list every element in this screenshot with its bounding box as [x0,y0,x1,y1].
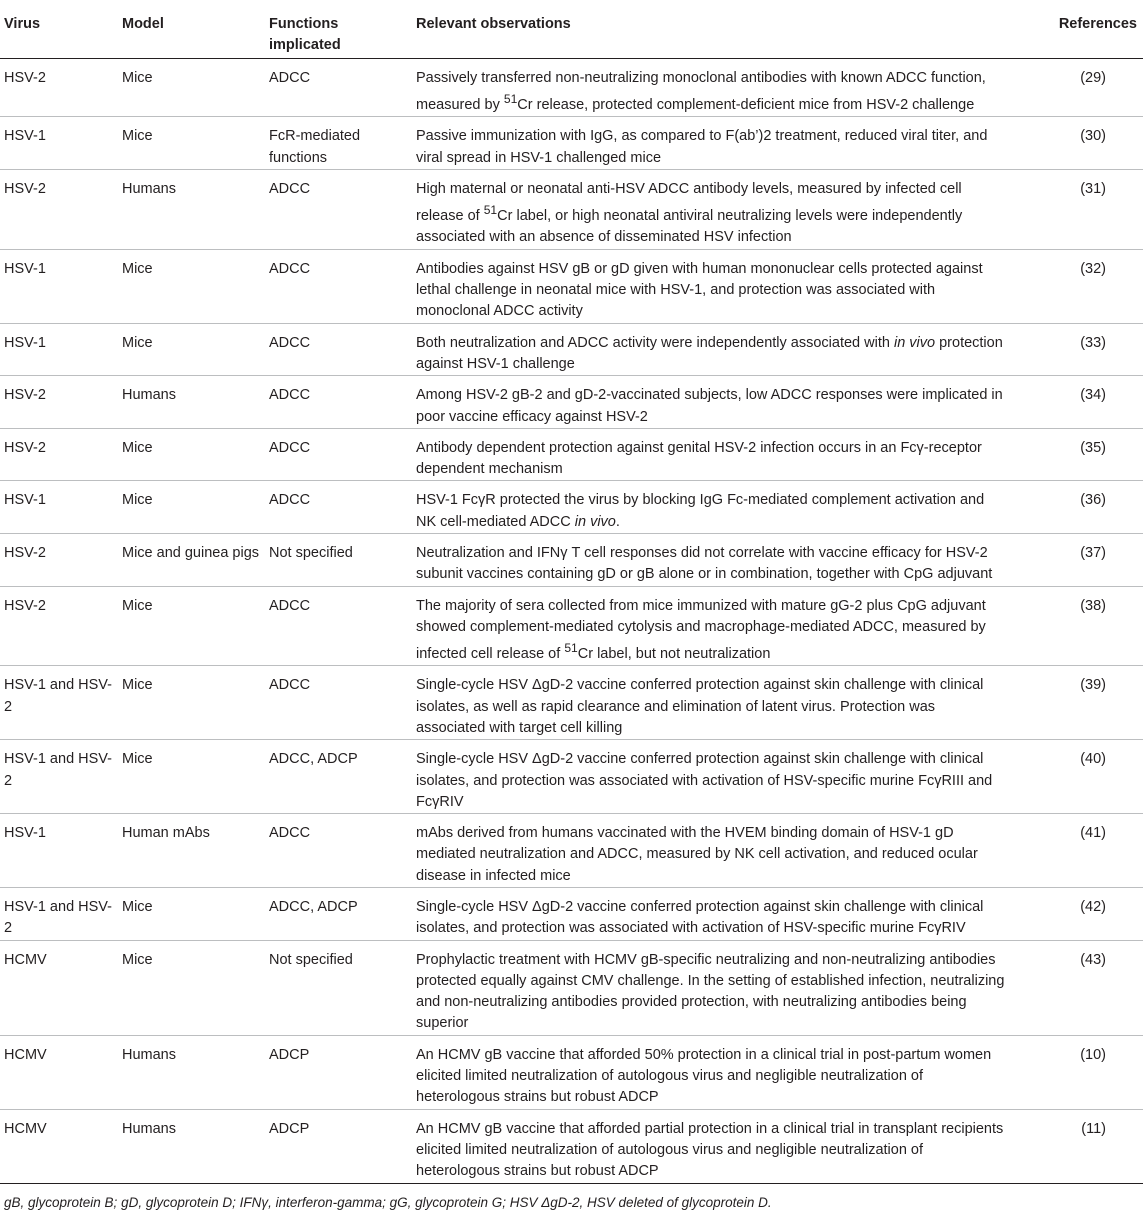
cell-model: Humans [118,170,265,250]
cell-virus: HCMV [0,1109,118,1183]
cell-reference: (34) [1013,376,1143,429]
cell-virus: HSV-1 and HSV-2 [0,666,118,740]
cell-reference: (11) [1013,1109,1143,1183]
table-body [0,59,1143,1184]
cell-reference: (32) [1013,249,1143,323]
table-row [0,586,1143,666]
cell-observation: Single-cycle HSV ΔgD-2 vaccine conferred protection against skin challenge with clinical isolates, and protection was associated with activation of HSV-specific murine FcγRIII and FcγRIV [412,740,1013,814]
cell-observation: Both neutralization and ADCC activity were independently associated with in vivo protection against HSV-1 challenge [412,323,1013,376]
table-row [0,117,1143,170]
cell-model: Humans [118,1035,265,1109]
cell-observation: Neutralization and IFNγ T cell responses did not correlate with vaccine efficacy for HSV-2 subunit vaccines containing gD or gB alone or in combination, together with CpG adjuvant [412,534,1013,587]
cell-reference: (36) [1013,481,1143,534]
cell-functions: ADCC [265,481,412,534]
cell-reference: (30) [1013,117,1143,170]
header-references: References [1013,0,1143,59]
table-row [0,1035,1143,1109]
cell-functions: Not specified [265,940,412,1035]
cell-functions: ADCC [265,814,412,888]
cell-model: Mice [118,887,265,940]
cell-reference: (37) [1013,534,1143,587]
cell-virus: HSV-1 [0,249,118,323]
cell-model: Mice and guinea pigs [118,534,265,587]
cell-virus: HSV-2 [0,170,118,250]
cell-observation: Prophylactic treatment with HCMV gB-specific neutralizing and non-neutralizing antibodies protected equally against CMV challenge. In the setting of established infection, neutralizing and non-neutralizing antibodies provided protection, with neutralizing antibodies being superior [412,940,1013,1035]
cell-functions: ADCC [265,323,412,376]
cell-observation: High maternal or neonatal anti-HSV ADCC antibody levels, measured by infected cell release of $^{51}$Cr label, or high neonatal antiviral neutralizing levels were independently associated with an absence of disseminated HSV infection [412,170,1013,250]
cell-model: Humans [118,1109,265,1183]
cell-model: Mice [118,428,265,481]
cell-reference: (42) [1013,887,1143,940]
table-row [0,534,1143,587]
cell-functions: ADCP [265,1035,412,1109]
cell-virus: HSV-1 [0,814,118,888]
cell-observation: Single-cycle HSV ΔgD-2 vaccine conferred protection against skin challenge with clinical isolates, as well as rapid clearance and elimination of latent virus. Protection was associated with target cell killing [412,666,1013,740]
header-model: Model [118,0,265,59]
cell-observation: mAbs derived from humans vaccinated with the HVEM binding domain of HSV-1 gD mediated neutralization and ADCC, measured by NK cell activation, and reduced ocular disease in infected mice [412,814,1013,888]
table-row [0,481,1143,534]
table-row [0,428,1143,481]
cell-model: Mice [118,740,265,814]
header-virus: Virus [0,0,118,59]
cell-virus: HSV-1 [0,117,118,170]
table-row [0,814,1143,888]
cell-observation: Antibody dependent protection against genital HSV-2 infection occurs in an Fcγ-receptor dependent mechanism [412,428,1013,481]
cell-virus: HSV-1 [0,323,118,376]
cell-model: Mice [118,666,265,740]
cell-functions: Not specified [265,534,412,587]
cell-observation: An HCMV gB vaccine that afforded partial protection in a clinical trial in transplant recipients elicited limited neutralization of autologous virus and negligible neutralization of heterologous strains but robust ADCP [412,1109,1013,1183]
cell-reference: (10) [1013,1035,1143,1109]
table-row [0,323,1143,376]
table-row [0,666,1143,740]
table-footnote: gB, glycoprotein B; gD, glycoprotein D; IFNγ, interferon-gamma; gG, glycoprotein G; HSV ΔgD-2, HSV deleted of glycoprotein D. [4,1194,772,1210]
cell-reference: (41) [1013,814,1143,888]
cell-virus: HSV-1 [0,481,118,534]
cell-model: Mice [118,481,265,534]
cell-observation: Passive immunization with IgG, as compared to F(ab’)2 treatment, reduced viral titer, and viral spread in HSV-1 challenged mice [412,117,1013,170]
cell-reference: (29) [1013,59,1143,117]
cell-functions: ADCC [265,249,412,323]
table-row [0,249,1143,323]
cell-functions: ADCC [265,586,412,666]
cell-functions: ADCP [265,1109,412,1183]
cell-reference: (39) [1013,666,1143,740]
cell-model: Humans [118,376,265,429]
table-row [0,740,1143,814]
cell-functions: ADCC [265,428,412,481]
cell-functions: ADCC [265,666,412,740]
cell-model: Mice [118,117,265,170]
table-row [0,59,1143,117]
header-observations: Relevant observations [412,0,1013,59]
cell-functions: ADCC [265,170,412,250]
cell-model: Mice [118,323,265,376]
cell-model: Mice [118,59,265,117]
cell-virus: HSV-1 and HSV-2 [0,887,118,940]
cell-virus: HSV-2 [0,586,118,666]
cell-observation: Passively transferred non-neutralizing monoclonal antibodies with known ADCC function, measured by $^{51}$Cr release, protected complement-deficient mice from HSV-2 challenge [412,59,1013,117]
cell-reference: (40) [1013,740,1143,814]
cell-observation: HSV-1 FcγR protected the virus by blocking IgG Fc-mediated complement activation and NK cell-mediated ADCC in vivo. [412,481,1013,534]
cell-virus: HSV-1 and HSV-2 [0,740,118,814]
cell-observation: Single-cycle HSV ΔgD-2 vaccine conferred protection against skin challenge with clinical isolates, and protection was associated with activation of HSV-specific murine FcγRIV [412,887,1013,940]
cell-observation: Among HSV-2 gB-2 and gD-2-vaccinated subjects, low ADCC responses were implicated in poor vaccine efficacy against HSV-2 [412,376,1013,429]
cell-virus: HCMV [0,1035,118,1109]
cell-virus: HCMV [0,940,118,1035]
cell-virus: HSV-2 [0,428,118,481]
cell-observation: The majority of sera collected from mice immunized with mature gG-2 plus CpG adjuvant showed complement-mediated cytolysis and macrophage-mediated ADCC, measured by infected cell release of $^{51}$Cr label, but not neutralization [412,586,1013,666]
cell-model: Mice [118,249,265,323]
cell-reference: (38) [1013,586,1143,666]
cell-virus: HSV-2 [0,534,118,587]
cell-functions: ADCC, ADCP [265,887,412,940]
table-row [0,940,1143,1035]
cell-model: Mice [118,586,265,666]
cell-model: Human mAbs [118,814,265,888]
header-row [0,0,1143,59]
cell-functions: ADCC [265,376,412,429]
cell-virus: HSV-2 [0,59,118,117]
cell-reference: (33) [1013,323,1143,376]
table-row [0,887,1143,940]
table-row [0,1109,1143,1183]
table-row [0,170,1143,250]
cell-reference: (35) [1013,428,1143,481]
cell-functions: FcR-mediated functions [265,117,412,170]
table-row [0,376,1143,429]
header-functions: Functions implicated [265,0,412,59]
cell-model: Mice [118,940,265,1035]
cell-observation: An HCMV gB vaccine that afforded 50% protection in a clinical trial in post-partum women elicited limited neutralization of autologous virus and negligible neutralization of heterologous strains but robust ADCP [412,1035,1013,1109]
cell-observation: Antibodies against HSV gB or gD given with human mononuclear cells protected against lethal challenge in neonatal mice with HSV-1, and protection was associated with monoclonal ADCC activity [412,249,1013,323]
cell-functions: ADCC [265,59,412,117]
cell-reference: (31) [1013,170,1143,250]
cell-virus: HSV-2 [0,376,118,429]
cell-reference: (43) [1013,940,1143,1035]
cell-functions: ADCC, ADCP [265,740,412,814]
